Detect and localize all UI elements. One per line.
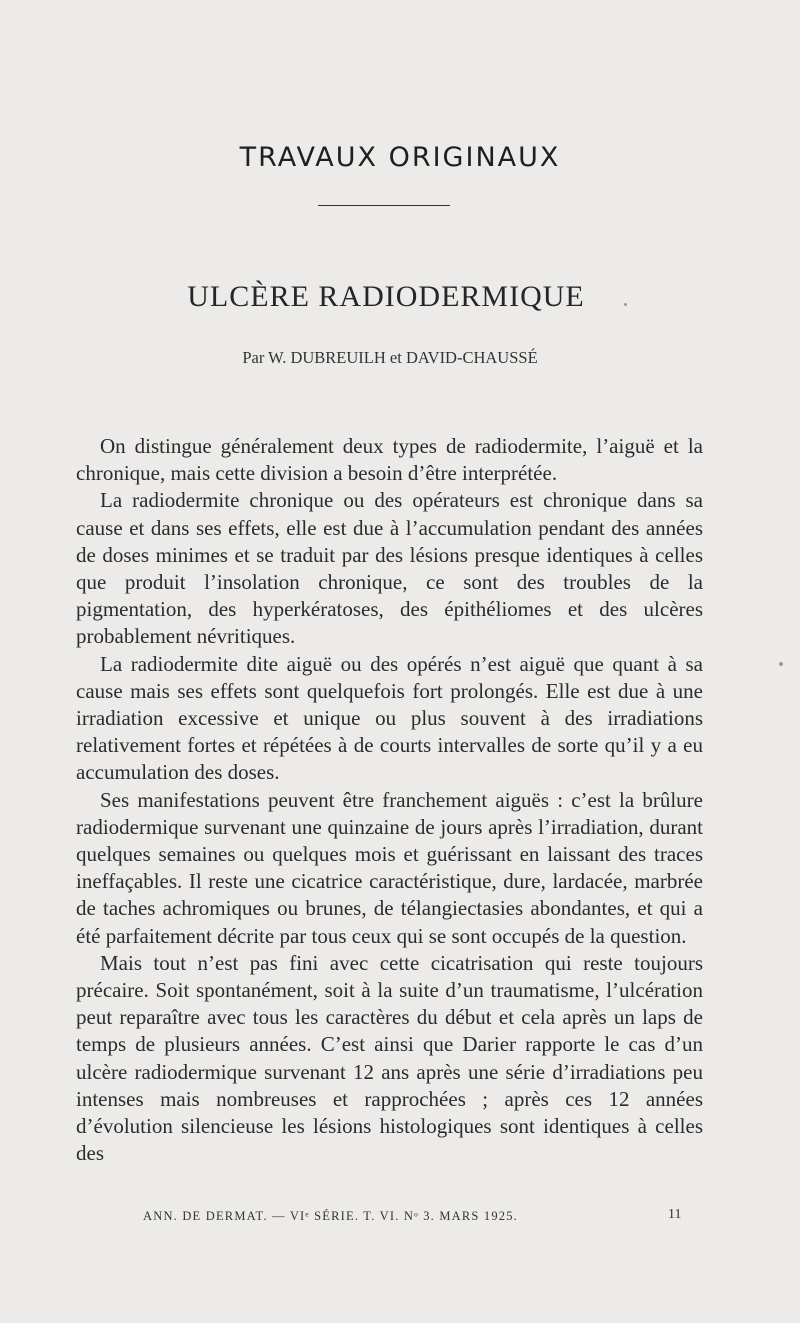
page-number: 11 (668, 1207, 682, 1222)
paragraph: La radiodermite chronique ou des opérateurs est chronique dans sa cause et dans ses effets, elle est due à l’accumulation pendant des années de doses minimes et se traduit par des lésions presque identiques à celles que produit l’insolation chronique, ce sont des troubles de la pigmentation, des hyperkératoses, des épithéliomes et des ulcères probablement névritiques. (76, 488, 703, 649)
paragraph: On distingue généralement deux types de radiodermite, l’aiguë et la chronique, mais cette division a besoin d’être interprétée. (76, 434, 703, 486)
paragraph: Mais tout n’est pas fini avec cette cicatrisation qui reste toujours précaire. Soit spontanément, soit à la suite d’un traumatisme, l’ulcération peut reparaître avec tous les caractères du début et cela après un laps de temps de plusieurs années. C’est ainsi que Darier rapporte le cas d’un ulcère radiodermique survenant 12 ans après une série d’irradiations peu intenses mais nombreuses et rapprochées ; après ces 12 années d’évolution silencieuse les lésions histologiques sont identiques à celles des (76, 950, 703, 1166)
section-heading: TRAVAUX ORIGINAUX (239, 142, 561, 173)
article-body (76, 433, 703, 1167)
heading-rule (318, 205, 450, 206)
scan-speck (624, 303, 627, 306)
footer-journal-reference: ANN. DE DERMAT. — VIᵉ SÉRIE. T. VI. Nᵒ 3. MARS 1925. (143, 1209, 519, 1223)
scan-speck (779, 662, 783, 666)
article-authors: Par W. DUBREUILH et DAVID-CHAUSSÉ (242, 348, 538, 367)
paragraph: Ses manifestations peuvent être franchement aiguës : c’est la brûlure radiodermique survenant une quinzaine de jours après l’irradiation, durant quelques semaines ou quelques mois et guérissant en laissant des traces ineffaçables. Il reste une cicatrice caractéristique, dure, lardacée, marbrée de taches achromiques ou brunes, de télangiectasies abondantes, et qui a été parfaitement décrite par tous ceux qui se sont occupés de la question. (76, 787, 703, 948)
paragraph: La radiodermite dite aiguë ou des opérés n’est aiguë que quant à sa cause mais ses effets sont quelquefois fort prolongés. Elle est due à une irradiation excessive et unique ou plus souvent à des irradiations relativement fortes et répétées à de courts intervalles de sorte qu’il y a eu accumulation des doses. (76, 651, 703, 785)
article-title: ULCÈRE RADIODERMIQUE (187, 280, 585, 313)
